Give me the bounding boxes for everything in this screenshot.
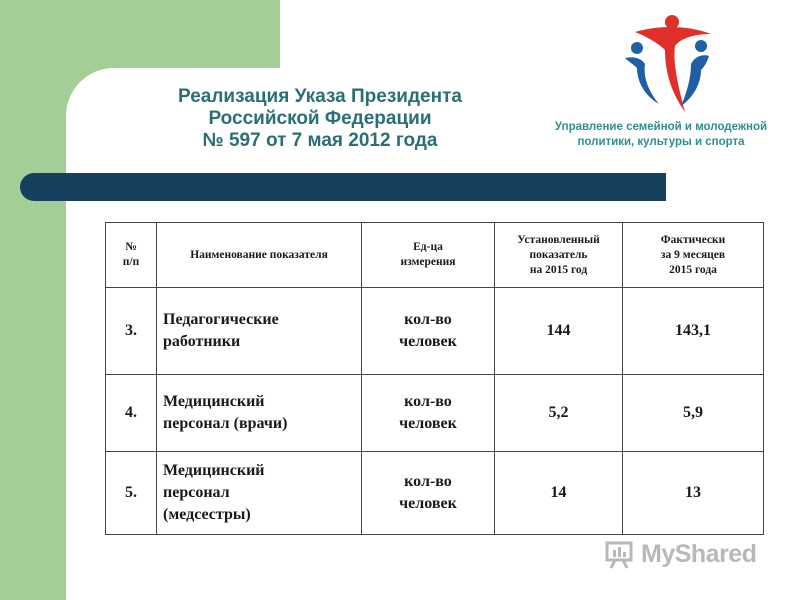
row-actual: 5,9 <box>623 375 764 452</box>
title-line-3: № 597 от 7 мая 2012 года <box>202 130 438 151</box>
header-unit: Ед-ца измерения <box>362 223 495 288</box>
header-actual: Фактически за 9 месяцев 2015 года <box>623 223 764 288</box>
row-num: 3. <box>106 288 157 375</box>
family-figures-logo-icon <box>615 12 715 122</box>
row-num: 4. <box>106 375 157 452</box>
indicators-table <box>105 222 764 535</box>
header-target: Установленный показатель на 2015 год <box>495 223 623 288</box>
org-line-2: политики, культуры и спорта <box>577 136 745 148</box>
navy-divider-bar <box>20 173 666 201</box>
row-name: Педагогические работники <box>157 288 362 375</box>
header-num: № п/п <box>106 223 157 288</box>
slide-title <box>110 86 530 152</box>
table-row <box>106 452 764 535</box>
presentation-board-icon <box>605 541 635 569</box>
row-target: 144 <box>495 288 623 375</box>
row-actual: 13 <box>623 452 764 535</box>
org-line-1: Управление семейной и молодежной <box>554 121 768 133</box>
table-row <box>106 288 764 375</box>
table-header-row <box>106 223 764 288</box>
myshared-watermark <box>605 538 765 572</box>
title-line-1: Реализация Указа Президента <box>178 86 462 107</box>
row-unit: кол-во человек <box>362 452 495 535</box>
row-target: 5,2 <box>495 375 623 452</box>
table-row <box>106 375 764 452</box>
header-name: Наименование показателя <box>157 223 362 288</box>
organization-name <box>530 120 792 150</box>
watermark-text: MyShared <box>641 540 757 568</box>
row-unit: кол-во человек <box>362 288 495 375</box>
row-unit: кол-во человек <box>362 375 495 452</box>
row-num: 5. <box>106 452 157 535</box>
row-name: Медицинский персонал (медсестры) <box>157 452 362 535</box>
title-line-2: Российской Федерации <box>208 108 432 129</box>
row-name: Медицинский персонал (врачи) <box>157 375 362 452</box>
row-actual: 143,1 <box>623 288 764 375</box>
row-target: 14 <box>495 452 623 535</box>
indicators-table-wrap <box>105 222 764 535</box>
